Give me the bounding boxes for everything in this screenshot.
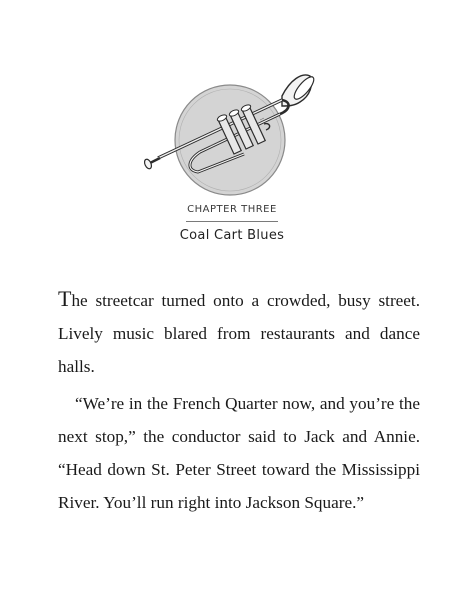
- chapter-title: Coal Cart Blues: [179, 228, 285, 243]
- drop-cap: T: [58, 286, 72, 311]
- chapter-divider: [186, 221, 278, 222]
- paragraph-1-text: he streetcar turned onto a crowded, busy street. Lively music blared from restaurants and dance halls.: [58, 291, 420, 376]
- paragraph-1: [58, 284, 420, 383]
- trumpet-icon: [140, 62, 330, 202]
- chapter-heading: [0, 199, 464, 243]
- body-text: [58, 284, 420, 519]
- chapter-number: CHAPTER THREE: [187, 204, 277, 215]
- paragraph-2: “We’re in the French Quarter now, and you’re the next stop,” the conductor said to Jack and Annie. “Head down St. Peter Street toward the Mississippi River. You’ll run right into Jackson Square.”: [58, 394, 420, 512]
